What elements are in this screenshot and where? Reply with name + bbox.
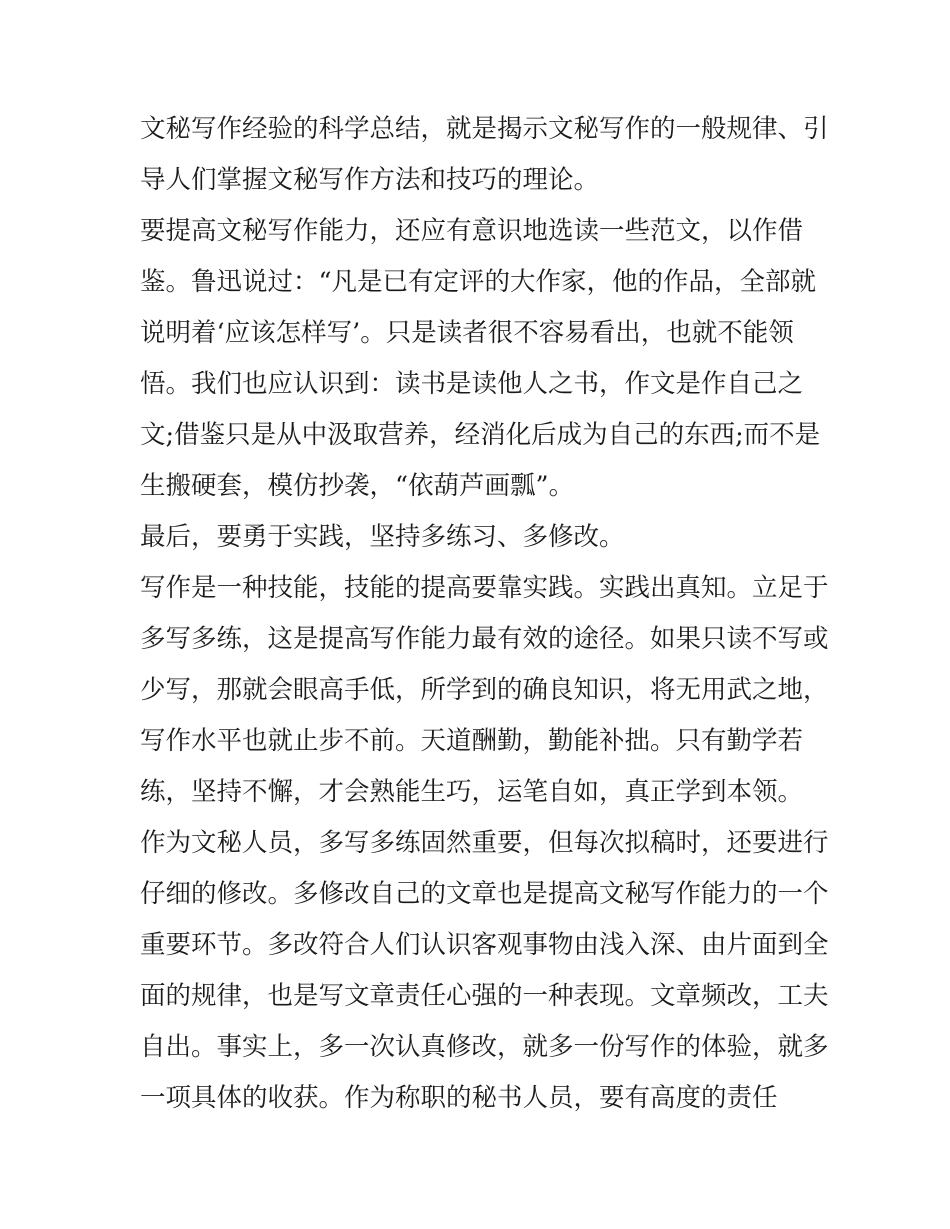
text-line: 仔细的修改。多修改自己的文章也是提高文秘写作能力的一个 — [140, 879, 829, 909]
text-line: 作为文秘人员，多写多练固然重要，但每次拟稿时，还要进行 — [140, 828, 829, 858]
text-line: 少写，那就会眼高手低，所学到的确良知识，将无用武之地， — [140, 675, 829, 705]
text-line: 鉴。鲁迅说过：“凡是已有定评的大作家，他的作品，全部就 — [140, 267, 817, 297]
text-line: 最后，要勇于实践，坚持多练习、多修改。 — [140, 522, 625, 552]
text-line: 写作是一种技能，技能的提高要靠实践。实践出真知。立足于 — [140, 573, 829, 603]
text-line: 导人们掌握文秘写作方法和技巧的理论。 — [140, 165, 600, 195]
text-line: 悟。我们也应认识到：读书是读他人之书，作文是作自己之 — [140, 369, 804, 399]
text-line: 要提高文秘写作能力，还应有意识地选读一些范文，以作借 — [140, 216, 804, 246]
text-line: 多写多练，这是提高写作能力最有效的途径。如果只读不写或 — [140, 624, 829, 654]
text-line: 生搬硬套，模仿抄袭，“依葫芦画瓢”。 — [140, 471, 575, 501]
text-line: 面的规律，也是写文章责任心强的一种表现。文章频改，工夫 — [140, 981, 829, 1011]
text-line: 自出。事实上，多一次认真修改，就多一份写作的体验，就多 — [140, 1032, 829, 1062]
text-line: 文;借鉴只是从中汲取营养，经消化后成为自己的东西;而不是 — [140, 420, 821, 450]
text-line: 说明着‘应该怎样写’。只是读者很不容易看出，也就不能领 — [140, 318, 794, 348]
text-line: 一项具体的收获。作为称职的秘书人员，要有高度的责任 — [140, 1083, 778, 1113]
document-body — [140, 104, 840, 1124]
text-line: 文秘写作经验的科学总结，就是揭示文秘写作的一般规律、引 — [140, 114, 829, 144]
text-line: 练，坚持不懈，才会熟能生巧，运笔自如，真正学到本领。 — [140, 777, 804, 807]
text-line: 重要环节。多改符合人们认识客观事物由浅入深、由片面到全 — [140, 930, 829, 960]
text-line: 写作水平也就止步不前。天道酬勤，勤能补拙。只有勤学若 — [140, 726, 804, 756]
